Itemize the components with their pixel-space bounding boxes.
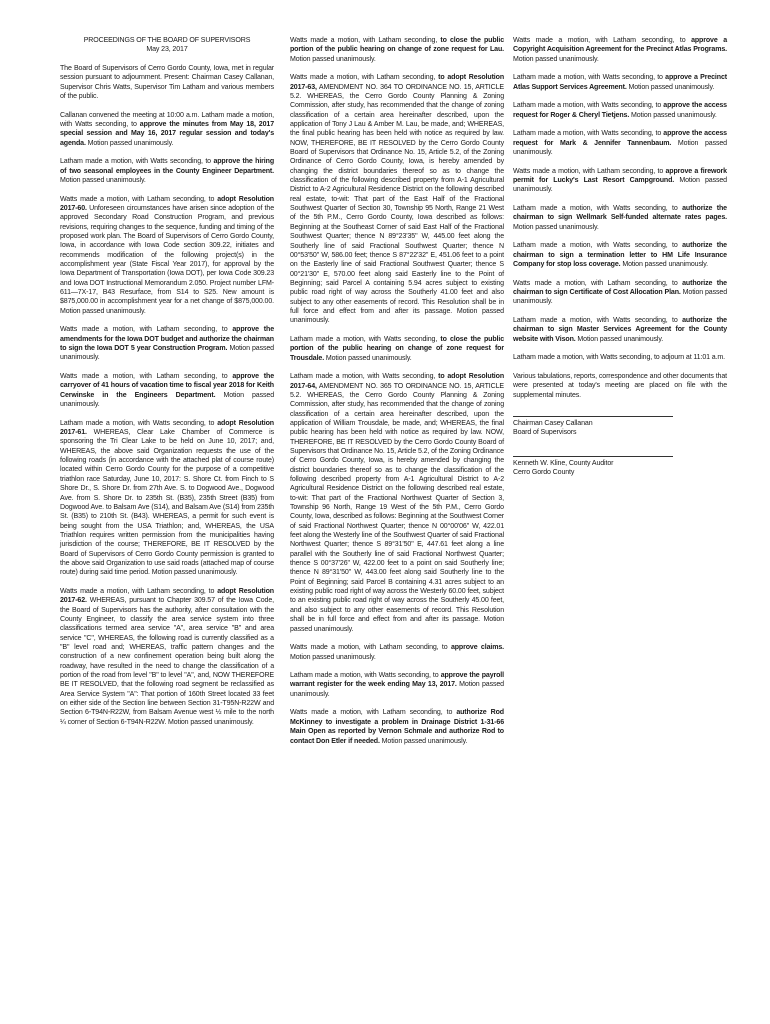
paragraph-dot-budget: Watts made a motion, with Latham seconding, to approve the amendments for the Iowa DOT budget and authorize the chairman to sign the Iowa DOT 5 year Construction Program. Motion passed unanimously.	[60, 326, 274, 362]
paragraph-adjourn: Latham made a motion, with Watts seconding, to adjourn at 11:01 a.m.	[513, 354, 725, 362]
heading-title: PROCEEDINGS OF THE BOARD OF SUPERVISORS	[83, 37, 251, 44]
paragraph-access-tietjens: Latham made a motion, with Watts seconding, to approve the access request for Roger & Cheryl Tietjens. Motion passed unanimously.	[513, 102, 727, 119]
paragraph-access-tannenbaum: Latham made a motion, with Watts seconding, to approve the access request for Mark & Jennifer Tannenbaum. Motion passed unanimously.	[513, 130, 727, 156]
signature-chairman-name: Chairman Casey Callanan	[513, 419, 593, 427]
column-3	[513, 36, 727, 477]
column-1	[60, 36, 274, 736]
paragraph-payroll-register: Latham made a motion, with Watts seconding, to approve the payroll warrant register for the week ending May 13, 2017. Motion passed unanimously.	[290, 672, 504, 698]
paragraph-resolution-2017-64: Latham made a motion, with Watts seconding, to adopt Resolution 2017-64, AMENDMENT NO. 365 TO ORDINANCE NO. 15, ARTICLE 5.2. WHEREAS, the Cerro Gordo County Planning & Zoning Commission, after study, has recommended that the change of zoning classification of a certain area hereinafter described, upon the application of William Trousdale, be made, and; WHEREAS, the final public hearing has been held with notice as required by law. NOW, THEREFORE, BE IT RESOLVED by the Cerro Gordo County Board of Supervisors that Ordinance No. 15, Article 5.2, of the Zoning Ordinance of Cerro Gordo County, Iowa, is hereby amended by changing the district boundaries thereof so as to change the classification of the following described property from A-1 Agricultural District to A-2 Agricultural Residence District on the following described real estate, to-wit: That part of the Fractional Northwest Quarter of Section 3, Township 96 North, Range 19 West of the 5th P.M., Cerro Gordo County, Iowa, described as follows: Beginning at the Southwest Corner of said Fractional Northwest Quarter; thence N 00°00'06" W, 422.01 feet along the Westerly line of the Southwest Quarter of said Fractional Northwest Quarter; thence S 89°31'50" E, 447.61 feet along a line parallel with the Southerly line of said Fractional Northwest Quarter; thence S 00°37'26" W, 422.00 feet to a point on said Southerly line; thence N 89°31'50" W, 443.00 feet along said Southerly line to the Point of Beginning; said Parcel B containing 4.31 acres subject to an existing public road right of way across the Westerly 60.00 feet, subject to an existing public road right of way across the Southerly 45.00 feet, and also subject to any other easements of record. This Resolution shall be in full force and effect from and after its passage. Motion passed unanimously.	[290, 373, 505, 633]
paragraph-seasonal-hiring: Latham made a motion, with Watts seconding, to approve the hiring of two seasonal employees in the County Engineer Department. Motion passed unanimously.	[60, 158, 274, 185]
paragraph-resolution-2017-63: Watts made a motion, with Latham seconding, to adopt Resolution 2017-63, AMENDMENT NO. 364 TO ORDINANCE NO. 15, ARTICLE 5.2. WHEREAS, the Cerro Gordo County Planning & Zoning Commission, after study, has recommended that the change of zoning classification of a certain area hereinafter described, upon the application of Tony J Lau & Amber M. Lau, be made, and; WHEREAS, the final public hearing has been held with notice as required by law. NOW, THEREFORE, BE IT RESOLVED by the Cerro Gordo County Board of Supervisors that Ordinance No. 15, Article 5.2, of the Zoning Ordinance of Cerro Gordo County, Iowa, is hereby amended by changing the district boundaries thereof so as to change the classification of the following described property from A-1 Agricultural District to A-2 Agricultural Residence District on the following described real estate, to-wit: That part of the East Half of the Fractional Southwest Quarter of Section 30, Township 95 North, Range 21 West of the 5th P.M., Cerro Gordo County, Iowa described as follows: Beginning at the Southeast Corner of said East Half of the Fractional Southwest Quarter; thence N 89°23'35" W, 445.00 feet along the Southerly line of said Fractional Southwest Quarter; thence N 00°53'50" W, 586.00 feet; thence S 87°22'32" E, 451.06 feet to a point on the Easterly line of said Fractional Southwest Quarter; thence S 00°21'30" E, 570.00 feet along said Easterly line to the Point of Beginning; said Parcel A containing 5.94 acres subject to existing public road right of way across the Southerly 41.00 feet and also subject to any other easements of record. This Resolution shall be in full force and effect from and after its passage. Motion passed unanimously.	[290, 74, 505, 325]
paragraph-copyright-agreement: Watts made a motion, with Latham seconding, to approve a Copyright Acquisition Agreement for the Precinct Atlas Programs. Motion passed unanimously.	[513, 37, 727, 63]
signature-auditor	[513, 459, 727, 478]
paragraph-vacation-carryover: Watts made a motion, with Latham seconding, to approve the carryover of 41 hours of vacation time to fiscal year 2018 for Keith Cerwinske in the Engineers Department. Motion passed unanimously.	[60, 373, 274, 409]
signature-chairman	[513, 419, 727, 438]
column-2	[290, 36, 504, 755]
paragraph-resolution-2017-61: Latham made a motion, with Watts seconding, to adopt Resolution 2017-61. WHEREAS, Clear Lake Chamber of Commerce is sponsoring the Tri Clear Lake to be held on June 10, 2017; and, WHEREAS, the above said Organization requests the use of the following roads (in accordance with the attached plat of course route) located within Cerro Gordo County for the purpose of a competitive triathlon race Saturday, June 10, 2017: S. Shore Ct. from Finch to S Shore Dr., S. Shore Dr. from 27th Ave. S. to Dogwood Ave., Dogwood Ave. from S. Shore Dr. to 235th St. (B35), 235th Street (B35) from Dogwood Ave. to Balsam Ave (S14), and Balsam Ave (S14) from 235th St. (B35) to 210th St. (B43). WHEREAS, a permit for such event is being sought from the USA Triathlon; and, WHEREAS, the USA Triathlon requires written permission from the municipalities having jurisdiction of the course; THEREFORE, BE IT RESOLVED by the Board of Supervisors of Cerro Gordo County permission is granted to the above said Organization to use said roads (attached map of course route) during said time period. Motion passed unanimously.	[60, 419, 274, 577]
signature-chairman-title: Board of Supervisors	[513, 429, 577, 437]
paragraph-resolution-2017-62: Watts made a motion, with Latham seconding, to adopt Resolution 2017-62. WHEREAS, pursuant to Chapter 309.57 of the Iowa Code, the Board of Supervisors has the authority, after consultation with the County Engineer, to classify the area service system into three classifications termed area service "A", area service "B" and area service "C", WHEREAS, the following road is currently classified as a "B" level road and; WHEREAS, traffic pattern changes and the construction of a new confinement operation being built along the roadway, have resulted in the need to change the classification of a portion of the road from level "B" to level "A", and, NOW THEREFORE BE IT RESOLVED, that the following road segment be reclassified as Area Service System "A": That portion of 160th Street located 33 feet on either side of the Section line between Section 31-T95N-R22W and Section 6-T94N-R22W, from Balsam Avenue west ½ mile to the north ¼ corner of Section 6-T94N-R22W. Motion passed unanimously.	[60, 587, 274, 726]
paragraph-support-agreement: Latham made a motion, with Watts seconding, to approve a Precinct Atlas Support Services Agreement. Motion passed unanimously.	[513, 74, 727, 91]
paragraph-termination-letter: Latham made a motion, with Watts seconding, to authorize the chairman to sign a termination letter to HM Life Insurance Company for stop loss coverage. Motion passed unanimously.	[513, 242, 727, 268]
paragraph-drainage-district: Watts made a motion, with Latham seconding, to authorize Rod McKinney to investigate a problem in Drainage District 1-31-66 Main Open as reported by Vernon Schmale and authorize Rod to contact Don Etler if needed. Motion passed unanimously.	[290, 709, 504, 745]
paragraph-close-hearing-trousdale: Latham made a motion, with Watts seconding, to close the public portion of the public hearing on change of zone request for Trousdale. Motion passed unanimously.	[290, 335, 504, 362]
paragraph-cost-allocation: Watts made a motion, with Latham seconding, to authorize the chairman to sign Certificate of Cost Allocation Plan. Motion passed unanimously.	[513, 279, 727, 306]
paragraph-minutes-approval: Callanan convened the meeting at 10:00 a.m. Latham made a motion, with Watts seconding, to approve the minutes from May 18, 2017 special session and May 16, 2017 regular session and today's agenda. Motion passed unanimously.	[60, 111, 274, 147]
paragraph-resolution-2017-60: Watts made a motion, with Latham seconding, to adopt Resolution 2017-60. Unforeseen circumstances have arisen since adoption of the approved Secondary Road Construction Program, and previous revisions, requiring changes to the sequence, funding and timing of the proposed work plan. The Board of Supervisors of Cerro Gordo County, Iowa, in accordance with Iowa Code section 309.22, initiates and recommends modification of the following project(s) in the accomplishment year (State Fiscal Year 2017), for approval by the Iowa Department of Transportation (Iowa DOT), per Iowa Code 309.23 and Iowa DOT Instructional Memorandum 2.050. Project number LFM-611—7X-17, B43 Resurface, from S14 to S25. New amount is $875,000.00 in accomplishment year for a net change of $875,000.00. Motion passed unanimously.	[60, 195, 274, 315]
paragraph-wellmark-rates: Latham made a motion, with Watts seconding, to authorize the chairman to sign Wellmark Self-funded alternate rates pages. Motion passed unanimously.	[513, 204, 727, 231]
signature-auditor-title: Cerro Gordo County	[513, 468, 575, 476]
paragraph-supplemental: Various tabulations, reports, correspondence and other documents that were presented at today's meeting are placed on file with the supplemental minutes.	[513, 372, 727, 399]
paragraph-master-services: Latham made a motion, with Watts seconding, to authorize the chairman to sign Master Services Agreement for the County website with Vison. Motion passed unanimously.	[513, 316, 727, 343]
signature-line-chairman	[513, 416, 673, 417]
signature-auditor-name: Kenneth W. Kline, County Auditor	[513, 459, 614, 467]
paragraph-firework-permit: Watts made a motion, with Latham seconding, to approve a firework permit for Lucky's Last Resort Campground. Motion passed unanimously.	[513, 167, 727, 194]
signature-line-auditor	[513, 456, 673, 457]
paragraph-attendance: The Board of Supervisors of Cerro Gordo County, Iowa, met in regular session pursuant to adjournment. Present: Chairman Casey Callanan, Supervisor Chris Watts, Supervisor Tim Latham and various members of the public.	[60, 64, 274, 101]
paragraph-close-hearing-lau: Watts made a motion, with Latham seconding, to close the public portion of the public hearing on change of zone request for Lau. Motion passed unanimously.	[290, 37, 504, 63]
document-heading	[60, 36, 274, 55]
heading-date: May 23, 2017	[146, 46, 188, 54]
paragraph-approve-claims: Watts made a motion, with Latham seconding, to approve claims. Motion passed unanimously.	[290, 644, 504, 661]
